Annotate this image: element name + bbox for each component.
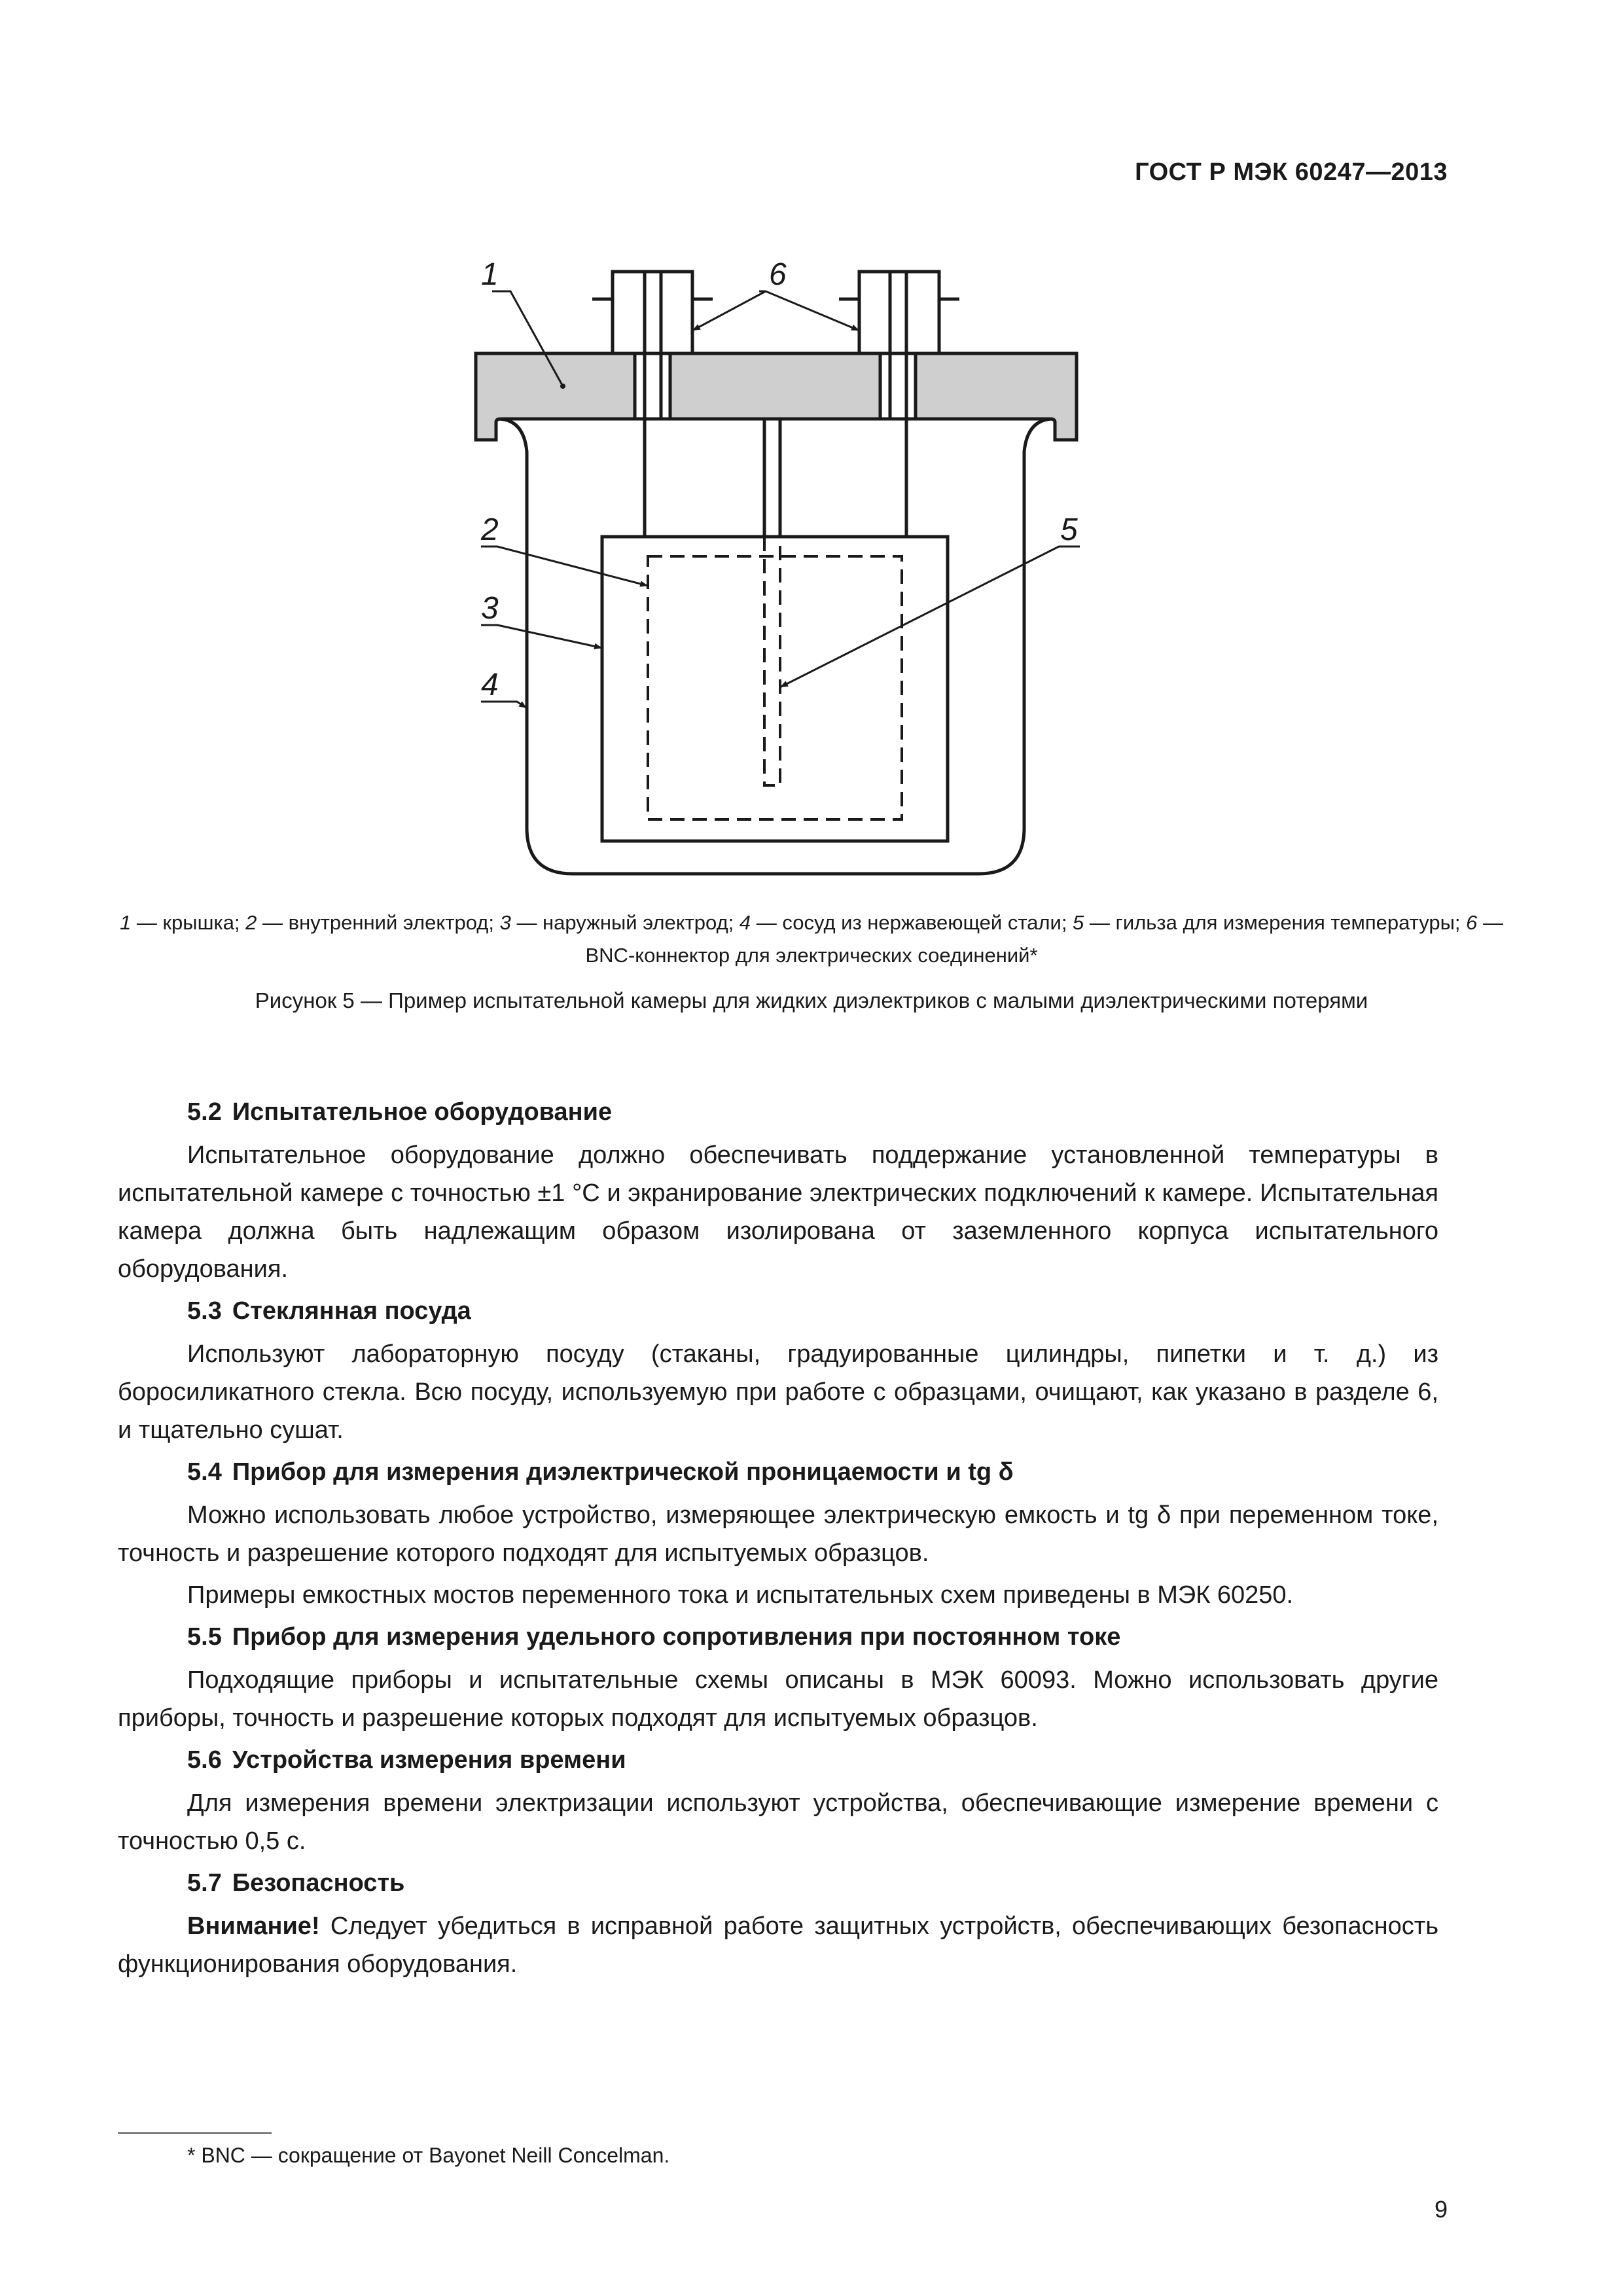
section-heading: 5.3 Стеклянная посуда <box>187 1297 471 1325</box>
legend-item-6: 6 — BNC-коннектор для электрических соединений* <box>585 911 1503 967</box>
callout-5: 5 <box>1060 512 1078 547</box>
section-heading: 5.5 Прибор для измерения удельного сопротивления при постоянном токе <box>187 1623 1121 1651</box>
section-heading: 5.2 Испытательное оборудование <box>187 1098 613 1126</box>
legend-item-3: 3 — наружный электрод; <box>499 911 740 934</box>
figure-legend <box>118 906 1505 972</box>
callout-1: 1 <box>481 257 499 292</box>
callout-4: 4 <box>481 668 499 702</box>
figure-5-test-cell-diagram <box>0 0 1623 890</box>
callout-6: 6 <box>769 257 787 292</box>
test-cell-drawing <box>0 0 1623 890</box>
paragraph: Внимание! Следует убедиться в исправной работе защитных устройств, обеспечивающих безопасность функционирования оборудования. <box>118 1912 1438 1978</box>
paragraph: Испытательное оборудование должно обеспечивать поддержание установленной температуры в испытательной камере с точностью ±1 °С и экранирование электрических подключений к камере. Испытательная камера должна быть надлежащим образом изолирована от заземленного корпуса испытательного оборудования. <box>118 1141 1438 1283</box>
figure-caption: Рисунок 5 — Пример испытательной камеры для жидких диэлектриков с малыми диэлектрическими потерями <box>255 988 1368 1013</box>
section-5-3 <box>118 1292 1438 1449</box>
legend-item-4: 4 — сосуд из нержавеющей стали; <box>739 911 1073 934</box>
section-5-4 <box>118 1453 1438 1614</box>
document-body <box>118 1093 1438 1987</box>
page-number: 9 <box>1434 2196 1448 2223</box>
paragraph: Можно использовать любое устройство, измеряющее электрическую емкость и tg δ при переменном токе, точность и разрешение которого подходят для испытуемых образцов. <box>118 1501 1438 1567</box>
lid <box>476 353 1077 440</box>
paragraph: Подходящие приборы и испытательные схемы описаны в МЭК 60093. Можно использовать другие приборы, точность и разрешение которых подходят для испытуемых образцов. <box>118 1666 1438 1732</box>
paragraph: Для измерения времени электризации используют устройства, обеспечивающие измерение времени с точностью 0,5 с. <box>118 1789 1438 1855</box>
legend-item-1: 1 — крышка; <box>120 911 246 934</box>
warning-label: Внимание! <box>187 1912 320 1940</box>
footnote-separator <box>118 2132 272 2134</box>
section-5-2 <box>118 1093 1438 1288</box>
paragraph: Используют лабораторную посуду (стаканы, градуированные цилиндры, пипетки и т. д.) из боросиликатного стекла. Всю посуду, используемую при работе с образцами, очищают, как указано в разделе 6, и тщательно сушат. <box>118 1340 1438 1444</box>
section-5-5 <box>118 1618 1438 1737</box>
section-5-7 <box>118 1864 1438 1983</box>
legend-item-5: 5 — гильза для измерения температуры; <box>1073 911 1467 934</box>
section-heading: 5.7 Безопасность <box>187 1869 405 1897</box>
callout-2: 2 <box>481 512 499 547</box>
paragraph: Примеры емкостных мостов переменного тока и испытательных схем приведены в МЭК 60250. <box>187 1581 1294 1609</box>
section-5-6 <box>118 1741 1438 1860</box>
outer-electrode <box>602 537 948 841</box>
callout-3: 3 <box>481 591 499 626</box>
document-header-code: ГОСТ Р МЭК 60247—2013 <box>1135 158 1448 186</box>
section-heading: 5.6 Устройства измерения времени <box>187 1746 626 1774</box>
footnote: * BNC — сокращение от Bayonet Neill Concelman. <box>187 2144 670 2167</box>
section-heading: 5.4 Прибор для измерения диэлектрической проницаемости и tg δ <box>187 1458 1014 1486</box>
legend-item-2: 2 — внутренний электрод; <box>245 911 500 934</box>
